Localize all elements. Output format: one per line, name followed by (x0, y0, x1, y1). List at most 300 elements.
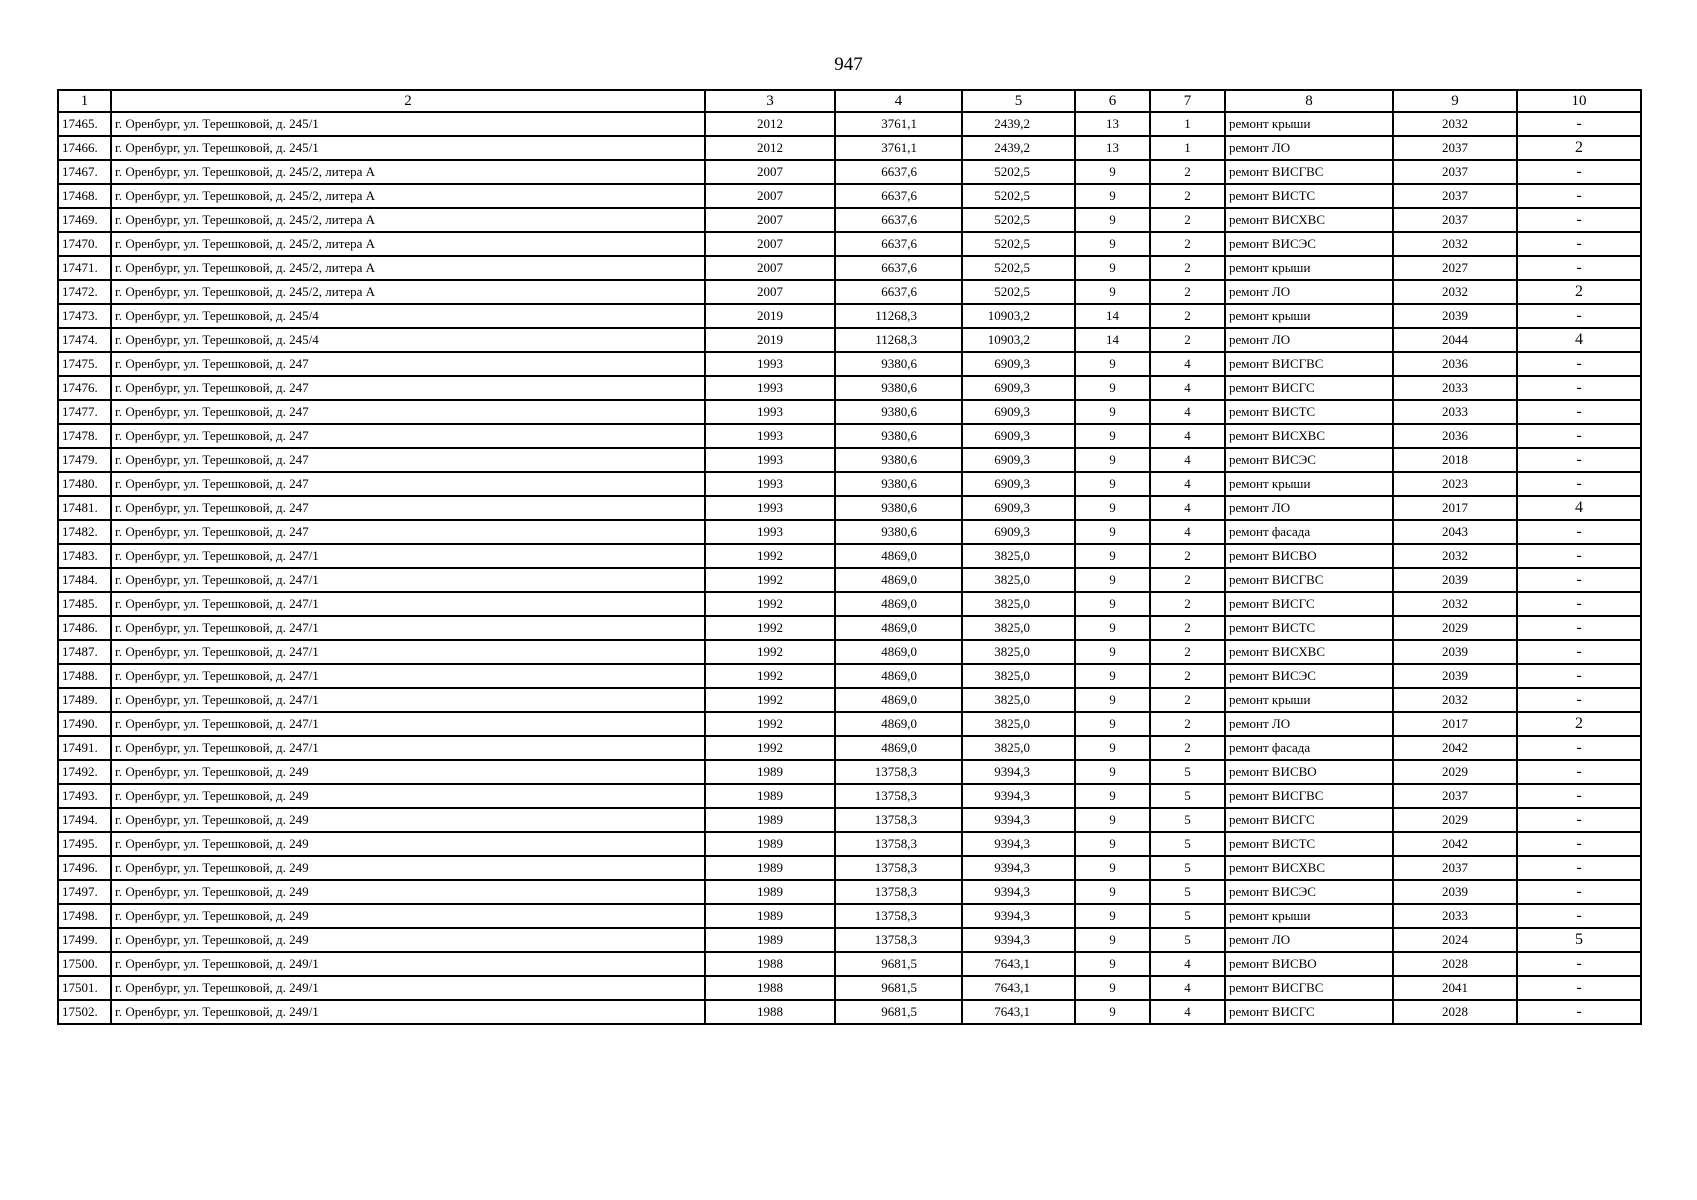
cell-year-built: 1992 (705, 664, 835, 688)
cell-planned-year: 2036 (1393, 352, 1517, 376)
cell-living-area: 9394,3 (962, 760, 1075, 784)
cell-count-mark: - (1517, 952, 1641, 976)
cell-planned-year: 2028 (1393, 1000, 1517, 1024)
cell-work-type: ремонт ВИСГС (1225, 376, 1393, 400)
cell-count-mark: - (1517, 784, 1641, 808)
cell-work-type: ремонт ВИСХВС (1225, 208, 1393, 232)
cell-living-area: 7643,1 (962, 1000, 1075, 1024)
cell-count-mark: - (1517, 520, 1641, 544)
cell-year-built: 1992 (705, 712, 835, 736)
cell-floors: 9 (1075, 400, 1150, 424)
cell-total-area: 11268,3 (835, 304, 962, 328)
cell-floors: 9 (1075, 808, 1150, 832)
cell-count-mark: - (1517, 232, 1641, 256)
cell-planned-year: 2037 (1393, 184, 1517, 208)
cell-count-mark: - (1517, 544, 1641, 568)
cell-total-area: 11268,3 (835, 328, 962, 352)
cell-address: г. Оренбург, ул. Терешковой, д. 245/2, литера А (111, 280, 705, 304)
cell-floors: 9 (1075, 736, 1150, 760)
cell-entrances: 4 (1150, 376, 1225, 400)
cell-count-mark: - (1517, 856, 1641, 880)
cell-count-mark: - (1517, 376, 1641, 400)
cell-living-area: 6909,3 (962, 520, 1075, 544)
table-row (58, 760, 1641, 784)
cell-floors: 9 (1075, 688, 1150, 712)
cell-living-area: 5202,5 (962, 160, 1075, 184)
table-row (58, 352, 1641, 376)
cell-planned-year: 2043 (1393, 520, 1517, 544)
cell-row-number: 17495. (58, 832, 111, 856)
cell-count-mark: - (1517, 808, 1641, 832)
cell-entrances: 4 (1150, 400, 1225, 424)
cell-floors: 9 (1075, 280, 1150, 304)
cell-planned-year: 2032 (1393, 112, 1517, 136)
cell-year-built: 1989 (705, 928, 835, 952)
cell-total-area: 9681,5 (835, 952, 962, 976)
table-row (58, 640, 1641, 664)
cell-count-mark: - (1517, 208, 1641, 232)
cell-work-type: ремонт ВИСТС (1225, 616, 1393, 640)
cell-planned-year: 2029 (1393, 760, 1517, 784)
cell-floors: 9 (1075, 544, 1150, 568)
cell-address: г. Оренбург, ул. Терешковой, д. 247 (111, 352, 705, 376)
cell-entrances: 4 (1150, 976, 1225, 1000)
cell-entrances: 5 (1150, 928, 1225, 952)
cell-work-type: ремонт ВИСГВС (1225, 160, 1393, 184)
cell-count-mark: - (1517, 160, 1641, 184)
cell-work-type: ремонт ВИСХВС (1225, 856, 1393, 880)
cell-floors: 9 (1075, 856, 1150, 880)
cell-address: г. Оренбург, ул. Терешковой, д. 245/2, литера А (111, 184, 705, 208)
table-row (58, 160, 1641, 184)
cell-floors: 9 (1075, 568, 1150, 592)
cell-work-type: ремонт ВИСГВС (1225, 784, 1393, 808)
cell-living-area: 5202,5 (962, 232, 1075, 256)
cell-address: г. Оренбург, ул. Терешковой, д. 249 (111, 880, 705, 904)
cell-entrances: 5 (1150, 880, 1225, 904)
cell-year-built: 1989 (705, 904, 835, 928)
cell-row-number: 17477. (58, 400, 111, 424)
cell-row-number: 17466. (58, 136, 111, 160)
cell-entrances: 5 (1150, 856, 1225, 880)
cell-total-area: 4869,0 (835, 568, 962, 592)
cell-address: г. Оренбург, ул. Терешковой, д. 245/4 (111, 304, 705, 328)
cell-total-area: 9380,6 (835, 376, 962, 400)
cell-address: г. Оренбург, ул. Терешковой, д. 245/1 (111, 112, 705, 136)
cell-entrances: 2 (1150, 712, 1225, 736)
cell-address: г. Оренбург, ул. Терешковой, д. 245/2, литера А (111, 208, 705, 232)
cell-planned-year: 2032 (1393, 688, 1517, 712)
cell-living-area: 6909,3 (962, 472, 1075, 496)
cell-row-number: 17493. (58, 784, 111, 808)
cell-living-area: 3825,0 (962, 544, 1075, 568)
cell-planned-year: 2017 (1393, 712, 1517, 736)
cell-entrances: 2 (1150, 160, 1225, 184)
cell-planned-year: 2037 (1393, 208, 1517, 232)
cell-total-area: 4869,0 (835, 616, 962, 640)
cell-year-built: 1988 (705, 976, 835, 1000)
cell-planned-year: 2033 (1393, 904, 1517, 928)
cell-year-built: 2012 (705, 112, 835, 136)
cell-floors: 9 (1075, 712, 1150, 736)
cell-entrances: 4 (1150, 448, 1225, 472)
cell-total-area: 9380,6 (835, 448, 962, 472)
cell-row-number: 17496. (58, 856, 111, 880)
cell-address: г. Оренбург, ул. Терешковой, д. 247 (111, 424, 705, 448)
header-cell-7: 7 (1150, 90, 1225, 112)
cell-total-area: 4869,0 (835, 688, 962, 712)
cell-row-number: 17465. (58, 112, 111, 136)
cell-year-built: 1992 (705, 568, 835, 592)
cell-year-built: 1993 (705, 352, 835, 376)
cell-floors: 9 (1075, 1000, 1150, 1024)
cell-year-built: 1989 (705, 784, 835, 808)
cell-floors: 9 (1075, 640, 1150, 664)
table-row (58, 736, 1641, 760)
cell-address: г. Оренбург, ул. Терешковой, д. 249/1 (111, 1000, 705, 1024)
cell-floors: 9 (1075, 592, 1150, 616)
cell-work-type: ремонт ВИСГС (1225, 1000, 1393, 1024)
cell-address: г. Оренбург, ул. Терешковой, д. 249 (111, 784, 705, 808)
cell-entrances: 1 (1150, 136, 1225, 160)
cell-total-area: 6637,6 (835, 232, 962, 256)
cell-total-area: 9380,6 (835, 520, 962, 544)
cell-address: г. Оренбург, ул. Терешковой, д. 249/1 (111, 976, 705, 1000)
cell-count-mark: - (1517, 976, 1641, 1000)
cell-total-area: 9681,5 (835, 976, 962, 1000)
cell-floors: 9 (1075, 184, 1150, 208)
cell-total-area: 13758,3 (835, 928, 962, 952)
table-row (58, 688, 1641, 712)
cell-floors: 9 (1075, 160, 1150, 184)
cell-living-area: 5202,5 (962, 280, 1075, 304)
cell-living-area: 3825,0 (962, 736, 1075, 760)
cell-living-area: 9394,3 (962, 904, 1075, 928)
cell-entrances: 2 (1150, 184, 1225, 208)
cell-floors: 9 (1075, 496, 1150, 520)
cell-year-built: 1988 (705, 952, 835, 976)
cell-floors: 9 (1075, 520, 1150, 544)
cell-work-type: ремонт фасада (1225, 520, 1393, 544)
cell-work-type: ремонт ВИСГВС (1225, 976, 1393, 1000)
cell-planned-year: 2033 (1393, 400, 1517, 424)
cell-floors: 9 (1075, 760, 1150, 784)
cell-address: г. Оренбург, ул. Терешковой, д. 247 (111, 520, 705, 544)
cell-row-number: 17486. (58, 616, 111, 640)
cell-count-mark: - (1517, 832, 1641, 856)
cell-planned-year: 2024 (1393, 928, 1517, 952)
cell-floors: 9 (1075, 952, 1150, 976)
cell-address: г. Оренбург, ул. Терешковой, д. 249 (111, 808, 705, 832)
cell-row-number: 17494. (58, 808, 111, 832)
cell-year-built: 1993 (705, 400, 835, 424)
cell-living-area: 3825,0 (962, 640, 1075, 664)
cell-total-area: 6637,6 (835, 256, 962, 280)
cell-living-area: 3825,0 (962, 664, 1075, 688)
cell-planned-year: 2039 (1393, 664, 1517, 688)
cell-entrances: 2 (1150, 256, 1225, 280)
cell-planned-year: 2029 (1393, 808, 1517, 832)
cell-row-number: 17492. (58, 760, 111, 784)
table-row (58, 832, 1641, 856)
cell-floors: 9 (1075, 424, 1150, 448)
table-row (58, 208, 1641, 232)
cell-count-mark: - (1517, 400, 1641, 424)
header-cell-4: 4 (835, 90, 962, 112)
cell-address: г. Оренбург, ул. Терешковой, д. 247/1 (111, 568, 705, 592)
cell-address: г. Оренбург, ул. Терешковой, д. 249 (111, 904, 705, 928)
cell-year-built: 1989 (705, 856, 835, 880)
table-row (58, 496, 1641, 520)
cell-count-mark: - (1517, 1000, 1641, 1024)
cell-address: г. Оренбург, ул. Терешковой, д. 247 (111, 400, 705, 424)
cell-entrances: 2 (1150, 232, 1225, 256)
cell-address: г. Оренбург, ул. Терешковой, д. 247 (111, 448, 705, 472)
cell-floors: 9 (1075, 472, 1150, 496)
cell-year-built: 2007 (705, 208, 835, 232)
cell-entrances: 4 (1150, 496, 1225, 520)
cell-planned-year: 2039 (1393, 640, 1517, 664)
cell-floors: 14 (1075, 328, 1150, 352)
cell-address: г. Оренбург, ул. Терешковой, д. 245/2, литера А (111, 232, 705, 256)
cell-entrances: 4 (1150, 1000, 1225, 1024)
header-cell-2: 2 (111, 90, 705, 112)
cell-work-type: ремонт крыши (1225, 112, 1393, 136)
cell-living-area: 5202,5 (962, 208, 1075, 232)
cell-living-area: 3825,0 (962, 592, 1075, 616)
cell-living-area: 10903,2 (962, 328, 1075, 352)
cell-year-built: 2012 (705, 136, 835, 160)
cell-total-area: 4869,0 (835, 664, 962, 688)
cell-row-number: 17482. (58, 520, 111, 544)
cell-year-built: 1993 (705, 376, 835, 400)
data-table (57, 89, 1642, 1025)
cell-planned-year: 2042 (1393, 736, 1517, 760)
cell-work-type: ремонт ВИСГС (1225, 808, 1393, 832)
cell-address: г. Оренбург, ул. Терешковой, д. 247/1 (111, 592, 705, 616)
cell-work-type: ремонт ВИСГВС (1225, 352, 1393, 376)
cell-address: г. Оренбург, ул. Терешковой, д. 249 (111, 856, 705, 880)
cell-total-area: 4869,0 (835, 736, 962, 760)
table-row (58, 928, 1641, 952)
cell-address: г. Оренбург, ул. Терешковой, д. 247/1 (111, 544, 705, 568)
cell-count-mark: 4 (1517, 328, 1641, 352)
cell-row-number: 17485. (58, 592, 111, 616)
cell-count-mark: - (1517, 256, 1641, 280)
cell-floors: 9 (1075, 448, 1150, 472)
table-row (58, 304, 1641, 328)
cell-entrances: 4 (1150, 352, 1225, 376)
cell-count-mark: - (1517, 688, 1641, 712)
table-row (58, 808, 1641, 832)
table-row (58, 952, 1641, 976)
cell-year-built: 1993 (705, 448, 835, 472)
cell-living-area: 6909,3 (962, 448, 1075, 472)
cell-planned-year: 2039 (1393, 568, 1517, 592)
cell-count-mark: - (1517, 304, 1641, 328)
cell-entrances: 5 (1150, 760, 1225, 784)
cell-address: г. Оренбург, ул. Терешковой, д. 249 (111, 832, 705, 856)
cell-row-number: 17472. (58, 280, 111, 304)
cell-living-area: 3825,0 (962, 712, 1075, 736)
cell-count-mark: 2 (1517, 280, 1641, 304)
cell-total-area: 6637,6 (835, 208, 962, 232)
cell-work-type: ремонт ВИСТС (1225, 184, 1393, 208)
table-row (58, 976, 1641, 1000)
cell-floors: 13 (1075, 136, 1150, 160)
cell-living-area: 7643,1 (962, 976, 1075, 1000)
cell-row-number: 17481. (58, 496, 111, 520)
table-row (58, 472, 1641, 496)
cell-row-number: 17469. (58, 208, 111, 232)
cell-total-area: 13758,3 (835, 784, 962, 808)
cell-floors: 9 (1075, 232, 1150, 256)
table-row (58, 424, 1641, 448)
table-row (58, 280, 1641, 304)
cell-row-number: 17476. (58, 376, 111, 400)
cell-entrances: 5 (1150, 808, 1225, 832)
cell-total-area: 9380,6 (835, 424, 962, 448)
cell-entrances: 2 (1150, 640, 1225, 664)
cell-entrances: 2 (1150, 304, 1225, 328)
cell-count-mark: - (1517, 568, 1641, 592)
cell-year-built: 1993 (705, 472, 835, 496)
cell-count-mark: - (1517, 664, 1641, 688)
header-cell-10: 10 (1517, 90, 1641, 112)
cell-living-area: 3825,0 (962, 688, 1075, 712)
cell-address: г. Оренбург, ул. Терешковой, д. 247 (111, 376, 705, 400)
cell-living-area: 6909,3 (962, 400, 1075, 424)
table-row (58, 664, 1641, 688)
cell-living-area: 3825,0 (962, 568, 1075, 592)
cell-address: г. Оренбург, ул. Терешковой, д. 247/1 (111, 736, 705, 760)
cell-row-number: 17489. (58, 688, 111, 712)
cell-work-type: ремонт крыши (1225, 904, 1393, 928)
cell-count-mark: - (1517, 616, 1641, 640)
cell-count-mark: - (1517, 424, 1641, 448)
cell-work-type: ремонт фасада (1225, 736, 1393, 760)
cell-row-number: 17473. (58, 304, 111, 328)
cell-living-area: 5202,5 (962, 184, 1075, 208)
cell-entrances: 5 (1150, 784, 1225, 808)
cell-row-number: 17487. (58, 640, 111, 664)
cell-row-number: 17471. (58, 256, 111, 280)
cell-total-area: 6637,6 (835, 280, 962, 304)
cell-living-area: 9394,3 (962, 784, 1075, 808)
cell-row-number: 17491. (58, 736, 111, 760)
cell-total-area: 13758,3 (835, 808, 962, 832)
cell-work-type: ремонт ВИСЭС (1225, 232, 1393, 256)
cell-year-built: 1989 (705, 808, 835, 832)
cell-total-area: 4869,0 (835, 592, 962, 616)
cell-row-number: 17478. (58, 424, 111, 448)
cell-planned-year: 2032 (1393, 280, 1517, 304)
cell-planned-year: 2023 (1393, 472, 1517, 496)
cell-row-number: 17490. (58, 712, 111, 736)
cell-count-mark: - (1517, 472, 1641, 496)
cell-planned-year: 2037 (1393, 784, 1517, 808)
cell-row-number: 17470. (58, 232, 111, 256)
cell-count-mark: - (1517, 904, 1641, 928)
cell-living-area: 6909,3 (962, 424, 1075, 448)
cell-planned-year: 2033 (1393, 376, 1517, 400)
cell-entrances: 2 (1150, 544, 1225, 568)
header-cell-5: 5 (962, 90, 1075, 112)
cell-planned-year: 2028 (1393, 952, 1517, 976)
cell-row-number: 17502. (58, 1000, 111, 1024)
cell-planned-year: 2029 (1393, 616, 1517, 640)
cell-total-area: 4869,0 (835, 712, 962, 736)
cell-entrances: 4 (1150, 472, 1225, 496)
cell-work-type: ремонт ВИСВО (1225, 544, 1393, 568)
table-row (58, 856, 1641, 880)
cell-year-built: 1992 (705, 736, 835, 760)
cell-count-mark: - (1517, 184, 1641, 208)
table-header-row (58, 90, 1641, 112)
cell-floors: 9 (1075, 880, 1150, 904)
cell-planned-year: 2017 (1393, 496, 1517, 520)
header-cell-9: 9 (1393, 90, 1517, 112)
cell-address: г. Оренбург, ул. Терешковой, д. 249/1 (111, 952, 705, 976)
cell-address: г. Оренбург, ул. Терешковой, д. 245/1 (111, 136, 705, 160)
cell-work-type: ремонт ВИСТС (1225, 400, 1393, 424)
cell-total-area: 9380,6 (835, 496, 962, 520)
cell-work-type: ремонт ВИСГС (1225, 592, 1393, 616)
cell-year-built: 1992 (705, 616, 835, 640)
cell-address: г. Оренбург, ул. Терешковой, д. 247/1 (111, 688, 705, 712)
header-cell-8: 8 (1225, 90, 1393, 112)
cell-address: г. Оренбург, ул. Терешковой, д. 245/2, литера А (111, 256, 705, 280)
cell-planned-year: 2036 (1393, 424, 1517, 448)
cell-year-built: 2007 (705, 160, 835, 184)
cell-entrances: 4 (1150, 952, 1225, 976)
cell-entrances: 2 (1150, 208, 1225, 232)
cell-total-area: 6637,6 (835, 184, 962, 208)
cell-total-area: 4869,0 (835, 640, 962, 664)
cell-planned-year: 2044 (1393, 328, 1517, 352)
cell-row-number: 17480. (58, 472, 111, 496)
table-row (58, 1000, 1641, 1024)
cell-address: г. Оренбург, ул. Терешковой, д. 247/1 (111, 712, 705, 736)
cell-living-area: 10903,2 (962, 304, 1075, 328)
cell-total-area: 6637,6 (835, 160, 962, 184)
cell-entrances: 2 (1150, 736, 1225, 760)
cell-year-built: 1992 (705, 592, 835, 616)
cell-year-built: 1993 (705, 496, 835, 520)
cell-floors: 9 (1075, 832, 1150, 856)
header-cell-1: 1 (58, 90, 111, 112)
cell-work-type: ремонт ЛО (1225, 328, 1393, 352)
cell-address: г. Оренбург, ул. Терешковой, д. 247 (111, 472, 705, 496)
cell-count-mark: - (1517, 352, 1641, 376)
cell-work-type: ремонт крыши (1225, 256, 1393, 280)
cell-count-mark: 2 (1517, 136, 1641, 160)
cell-row-number: 17499. (58, 928, 111, 952)
cell-row-number: 17468. (58, 184, 111, 208)
cell-planned-year: 2027 (1393, 256, 1517, 280)
cell-address: г. Оренбург, ул. Терешковой, д. 249 (111, 928, 705, 952)
cell-entrances: 2 (1150, 664, 1225, 688)
cell-year-built: 2007 (705, 184, 835, 208)
cell-work-type: ремонт ВИСХВС (1225, 640, 1393, 664)
cell-living-area: 5202,5 (962, 256, 1075, 280)
table-row (58, 544, 1641, 568)
table-row (58, 448, 1641, 472)
cell-entrances: 2 (1150, 328, 1225, 352)
cell-count-mark: - (1517, 448, 1641, 472)
cell-count-mark: 2 (1517, 712, 1641, 736)
cell-year-built: 1993 (705, 424, 835, 448)
